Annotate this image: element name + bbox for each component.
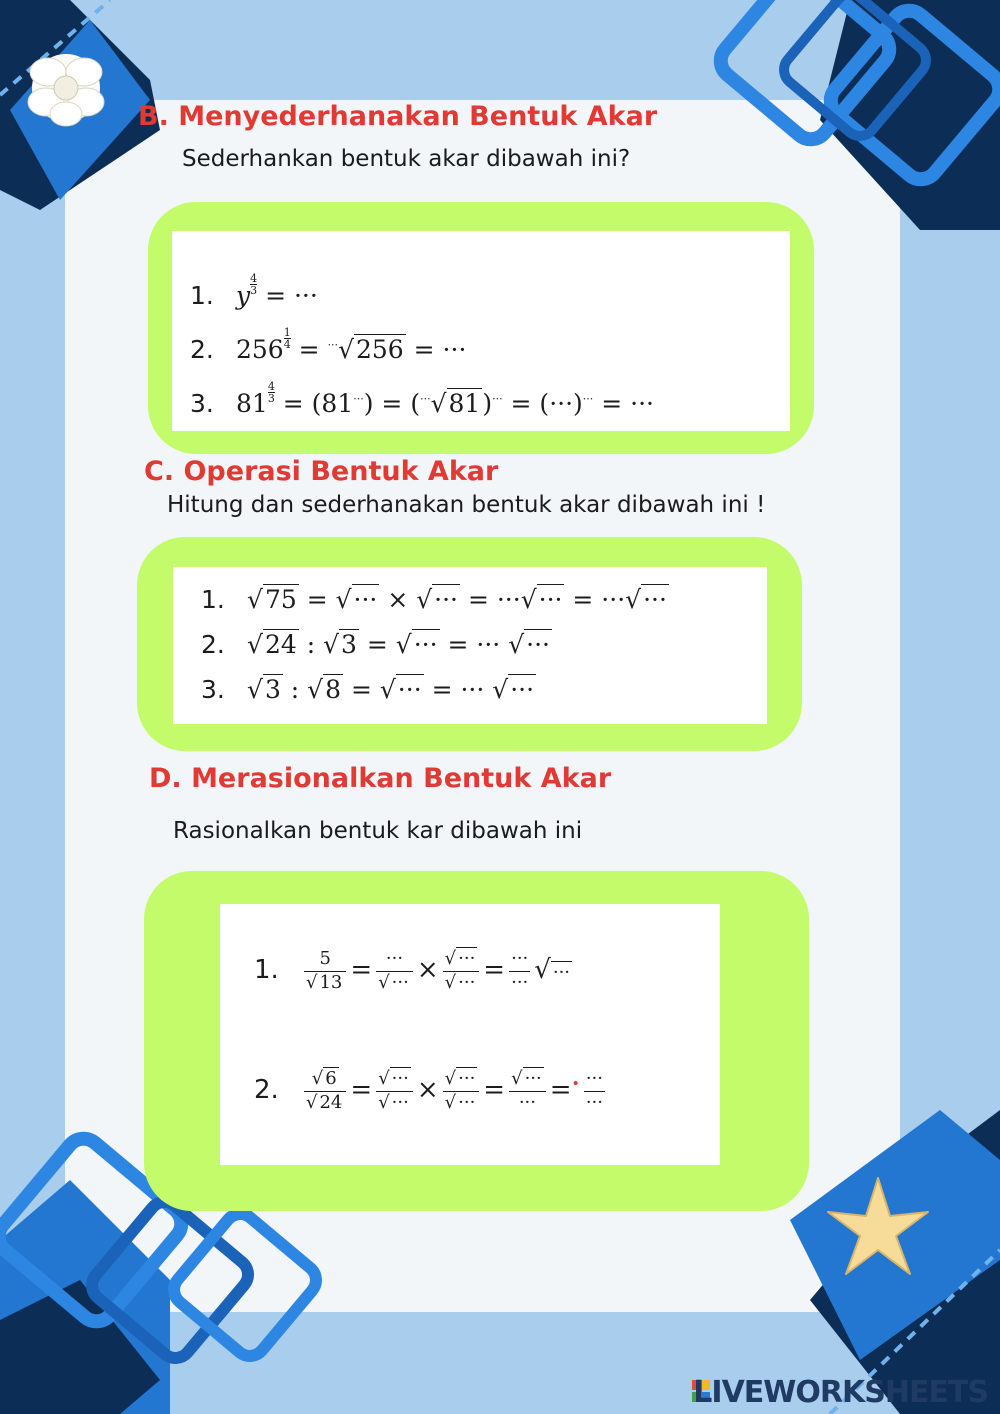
section-b-problem-1: 1. y $^{\frac{4}{3}}$ = ···: [190, 272, 318, 310]
section-c-instruction: Hitung dan sederhanakan bentuk akar dibawah ini !: [167, 492, 766, 518]
section-c-problem-1: 1. √75 = √··· × √··· = ···√··· = ···√···: [201, 585, 667, 614]
section-b-problems: [172, 231, 790, 431]
liveworksheets-logo[interactable]: LIVEWORKSHEETS: [693, 1375, 988, 1410]
section-b-problem-3: 3. 81 $^{\frac{4}{3}}$ = (81···) = (···√81)··· = (···)··· = ···: [190, 380, 654, 418]
top-right-decoration: [700, 0, 1000, 230]
section-d-heading: D. Merasionalkan Bentuk Akar: [149, 763, 612, 794]
flower-icon: [28, 54, 104, 126]
section-d-problem-2: 2. $\frac{√ 6}{√ 24}$ = √ ··· √ ··· × √ ··· √ ··· = √ ··· ··· =• ··· ···: [254, 1068, 603, 1113]
section-b-instruction: Sederhankan bentuk akar dibawah ini?: [182, 146, 631, 172]
section-d-instruction: Rasionalkan bentuk kar dibawah ini: [173, 818, 583, 844]
section-d-problems: [220, 904, 720, 1165]
section-c-heading: C. Operasi Bentuk Akar: [144, 456, 499, 487]
section-d-problem-1: 1. $\frac{5}{√ 13}$ = ··· √ ··· × √ ··· √ ··· = ··· ··· √ ···: [254, 948, 571, 993]
section-c-problem-3: 3. √3 : √8 = √··· = ··· √···: [201, 675, 535, 704]
section-c-problems: [173, 567, 767, 724]
section-b-problem-2: 2. 256 $^{\frac{1}{4}}$ = ···√256 = ···: [190, 326, 467, 364]
red-dot: •: [571, 1076, 580, 1093]
section-b-heading: B. Menyederhanakan Bentuk Akar: [138, 101, 658, 132]
section-c-problem-2: 2. √24 : √3 = √··· = ··· √···: [201, 630, 550, 659]
